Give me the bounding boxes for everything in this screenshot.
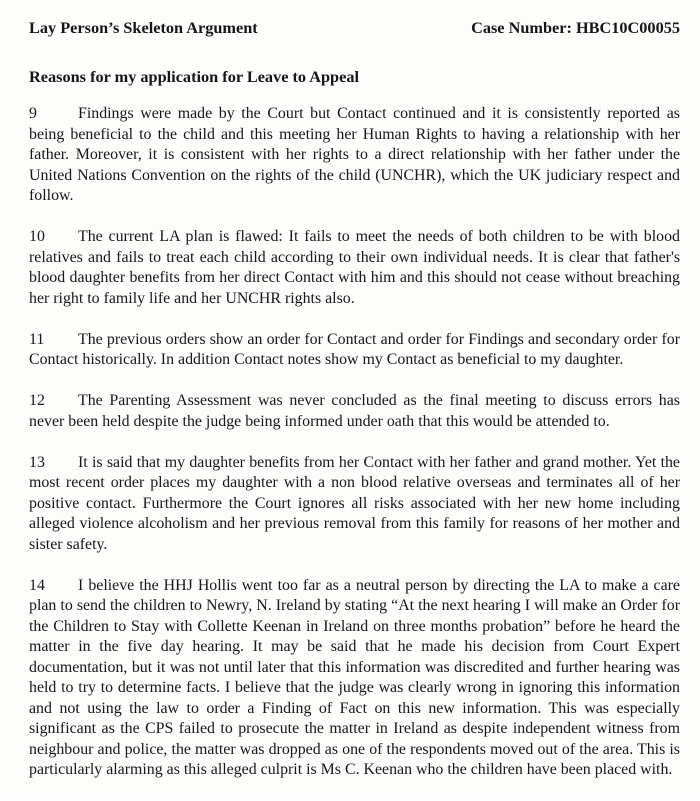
case-number: Case Number: HBC10C00055 <box>471 18 680 37</box>
paragraph-text: I believe the HHJ Hollis went too far as a neutral person by directing the LA to make a care plan to send the children to Newry, N. Ireland by stating “At the next hearing I will make an Order for the Children to Stay with Collette Keenan in Ireland on three months probation” before he heard the matter in the five day hearing. It may be said that he made his decision from Court Expert documentation, but it was not until later that this information was discredited and further hearing was held to try to determine facts. I believe that the judge was clearly wrong in ignoring this information and not using the law to order a Finding of Fact on this new information. This was especially significant as the CPS failed to prosecute the matter in Ireland as despite independent witness from neighbour and police, the matter was dropped as one of the respondents moved out of the area. This is particularly alarming as this alleged culprit is Ms C. Keenan who the children have been placed with. <box>29 576 680 778</box>
paragraph-12 <box>29 391 680 432</box>
paragraph-9 <box>29 104 680 207</box>
paragraph-list <box>29 104 680 801</box>
section-heading: Reasons for my application for Leave to Appeal <box>29 67 359 86</box>
paragraph-text: The previous orders show an order for Contact and order for Findings and secondary order for Contact historically. In addition Contact notes show my Contact as beneficial to my daughter. <box>29 330 680 368</box>
paragraph-text: It is said that my daughter benefits from her Contact with her father and grand mother. Yet the most recent order places my daughter with a non blood relative overseas and terminates all of her positive contact. Furthermore the Court ignores all risks associated with her new home including alleged violence alcoholism and her previous removal from this family for reasons of her mother and sister safety. <box>29 453 680 553</box>
paragraph-10 <box>29 227 680 309</box>
document-title: Lay Person’s Skeleton Argument <box>29 18 258 37</box>
paragraph-number: 14 <box>29 576 45 594</box>
paragraph-11 <box>29 330 680 371</box>
paragraph-number: 9 <box>29 105 37 122</box>
paragraph-text: Findings were made by the Court but Contact continued and it is consistently reported as being beneficial to the child and this meeting her Human Rights to having a relationship with her father. Moreover, it is consistent with her rights to a direct relationship with her father under the United Nations Convention on the rights of the child (UNCHR), which the UK judiciary respect and follow. <box>29 105 680 204</box>
paragraph-text: The current LA plan is flawed: It fails to meet the needs of both children to be with blood relatives and fails to treat each child according to their own individual needs. It is clear that father's blood daughter benefits from her direct Contact with him and this should not cease without breaching her right to family life and her UNCHR rights also. <box>29 228 680 307</box>
paragraph-14 <box>29 576 680 781</box>
paragraph-number: 11 <box>29 330 45 348</box>
paragraph-text: The Parenting Assessment was never concluded as the final meeting to discuss errors has never been held despite the judge being informed under oath that this would be attended to. <box>29 392 680 430</box>
paragraph-number: 12 <box>29 392 45 409</box>
document-header <box>29 18 680 38</box>
paragraph-number: 10 <box>29 228 45 245</box>
paragraph-number: 13 <box>29 453 45 471</box>
paragraph-13 <box>29 453 680 556</box>
